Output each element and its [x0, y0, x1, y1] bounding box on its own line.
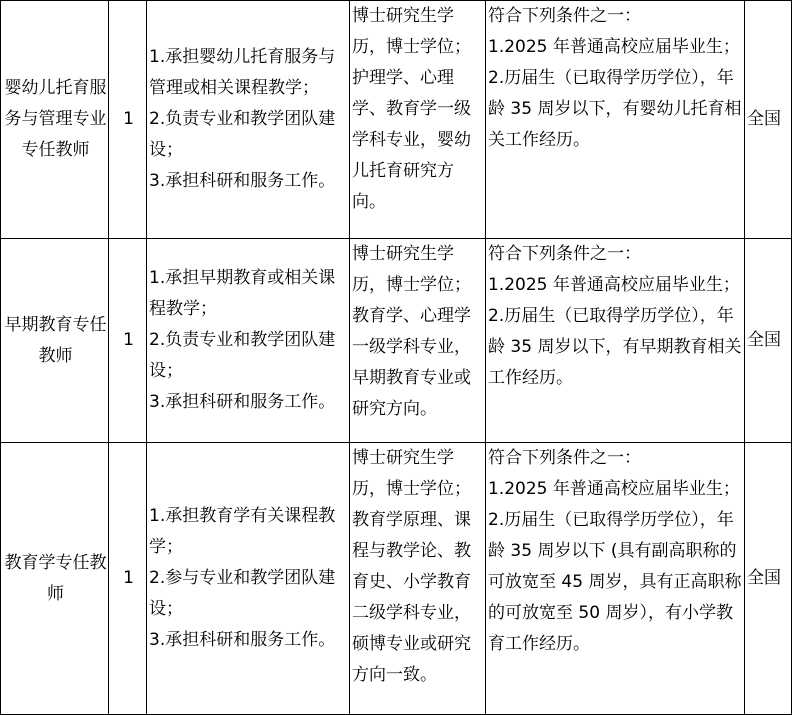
condition-item: 1.2025 年普通高校应届毕业生； — [488, 479, 740, 499]
position-name: 早期教育专任教师 — [1, 239, 109, 443]
condition-item: 2.历届生（已取得学历学位），年龄 35 周岁以下，有早期教育相关工作经历。 — [488, 306, 742, 388]
table-row — [1, 239, 792, 443]
condition-item: 符合下列条件之一： — [488, 6, 641, 26]
other-conditions — [486, 239, 745, 443]
job-duties — [147, 239, 350, 443]
position-name: 教育学专任教师 — [1, 443, 109, 715]
job-duties — [147, 1, 350, 239]
headcount: 1 — [109, 443, 147, 715]
table-row — [1, 443, 792, 715]
position-name: 婴幼儿托育服务与管理专业专任教师 — [1, 1, 109, 239]
duty-item: 3.承担科研和服务工作。 — [149, 392, 336, 412]
condition-item: 符合下列条件之一： — [488, 448, 641, 468]
headcount: 1 — [109, 239, 147, 443]
condition-item: 2.历届生（已取得学历学位），年龄 35 周岁以下，有婴幼儿托育相关工作经历。 — [488, 68, 742, 150]
job-duties — [147, 443, 350, 715]
duty-item: 1.承担教育学有关课程教学； — [149, 506, 336, 557]
table-row — [1, 1, 792, 239]
duty-item: 2.负责专业和教学团队建设； — [149, 109, 336, 160]
condition-item: 符合下列条件之一： — [488, 244, 641, 264]
duty-item: 2.参与专业和教学团队建设； — [149, 568, 336, 619]
condition-item: 2.历届生（已取得学历学位），年龄 35 周岁以下 (具有副高职称的可放宽至 45 周岁，具有正高职称的可放宽至 50 周岁），有小学教育工作经历。 — [488, 510, 742, 654]
duty-item: 1.承担婴幼儿托育服务与管理或相关课程教学； — [149, 47, 336, 98]
other-conditions — [486, 1, 745, 239]
duty-item: 1.承担早期教育或相关课程教学； — [149, 268, 336, 319]
recruit-area: 全国 — [745, 1, 792, 239]
condition-item: 1.2025 年普通高校应届毕业生； — [488, 37, 740, 57]
duty-item: 2.负责专业和教学团队建设； — [149, 330, 336, 381]
education-requirement: 博士研究生学历，博士学位；教育学原理、课程与教学论、教育史、小学教育二级学科专业，硕博专业或研究方向一致。 — [350, 443, 486, 715]
education-requirement: 博士研究生学历，博士学位；教育学、心理学一级学科专业，早期教育专业或研究方向。 — [350, 239, 486, 443]
other-conditions — [486, 443, 745, 715]
headcount: 1 — [109, 1, 147, 239]
education-requirement: 博士研究生学历，博士学位；护理学、心理学、教育学一级学科专业，婴幼儿托育研究方向。 — [350, 1, 486, 239]
condition-item: 1.2025 年普通高校应届毕业生； — [488, 275, 740, 295]
duty-item: 3.承担科研和服务工作。 — [149, 630, 336, 650]
recruit-area: 全国 — [745, 239, 792, 443]
duty-item: 3.承担科研和服务工作。 — [149, 171, 336, 191]
recruit-area: 全国 — [745, 443, 792, 715]
